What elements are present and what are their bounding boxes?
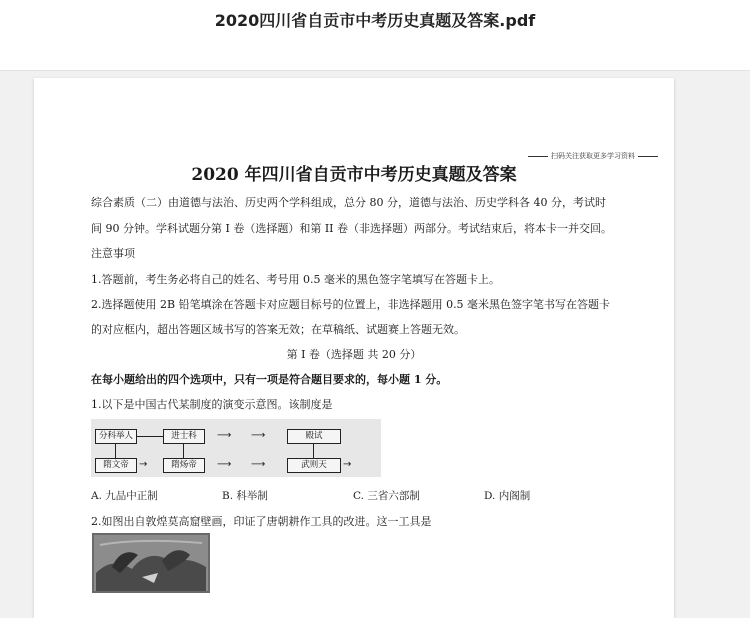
diagram-connector bbox=[137, 436, 163, 437]
question-1: 1.以下是中国古代某制度的演变示意图。该制度是 bbox=[91, 398, 333, 411]
section-title: 第 I 卷（选择题 共 20 分） bbox=[286, 348, 422, 361]
arrow-right-icon: → bbox=[139, 459, 148, 470]
option-c: C. 三省六部制 bbox=[353, 490, 420, 502]
question-2: 2.如图出自敦煌莫高窟壁画，印证了唐朝耕作工具的改进。这一工具是 bbox=[91, 515, 432, 528]
pdf-page bbox=[34, 78, 674, 618]
diagram-box-suiyangdi: 隋炀帝 bbox=[163, 458, 205, 473]
option-d: D. 内阁制 bbox=[484, 490, 531, 502]
arrow-right-icon: ⟶ bbox=[251, 459, 266, 470]
mural-photo bbox=[92, 533, 210, 593]
tagline-dash-left bbox=[528, 156, 548, 157]
tagline-dash-right bbox=[638, 156, 658, 157]
note-1: 1.答题前，考生务必将自己的姓名、考号用 0.5 毫米的黑色签字笔填写在答题卡上。 bbox=[91, 273, 500, 286]
option-a: A. 九品中正制 bbox=[91, 490, 158, 502]
diagram-box-suiwendi: 隋文帝 bbox=[95, 458, 137, 473]
arrow-right-icon: → bbox=[343, 459, 352, 470]
diagram-box-fenke: 分科举人 bbox=[95, 429, 137, 444]
arrow-right-icon: ⟶ bbox=[217, 430, 232, 441]
diagram-connector bbox=[313, 444, 314, 458]
option-b: B. 科举制 bbox=[222, 490, 268, 502]
instruction: 在每小题给出的四个选项中，只有一项是符合题目要求的，每小题 1 分。 bbox=[91, 373, 448, 386]
tagline-text: 扫码关注获取更多学习资料 bbox=[551, 152, 635, 160]
intro-line-1: 综合素质（二）由道德与法治、历史两个学科组成，总分 80 分，道德与法治、历史学科各 40 分，考试时 bbox=[91, 196, 606, 209]
mural-image bbox=[92, 533, 210, 593]
diagram-box-wuzetian: 武则天 bbox=[287, 458, 341, 473]
diagram-box-dianshi: 殿试 bbox=[287, 429, 341, 444]
diagram-box-jinshi: 进士科 bbox=[163, 429, 205, 444]
note-2-line-2: 的对应框内，超出答题区域书写的答案无效；在草稿纸、试题赛上答题无效。 bbox=[91, 323, 465, 336]
document-filename: 2020四川省自贡市中考历史真题及答案.pdf bbox=[214, 11, 536, 30]
arrow-right-icon: ⟶ bbox=[217, 459, 232, 470]
note-2-line-1: 2.选择题使用 2B 铅笔填涂在答题卡对应题目标号的位置上，非选择题用 0.5 毫米黑色签字笔书写在答题卡 bbox=[91, 298, 611, 311]
arrow-right-icon: ⟶ bbox=[251, 430, 266, 441]
diagram-connector bbox=[183, 444, 184, 458]
notes-heading: 注意事项 bbox=[91, 247, 135, 260]
intro-line-2: 间 90 分钟。学科试题分第 I 卷（选择题）和第 II 卷（非选择题）两部分。考试结束后，将本卡一并交回。 bbox=[91, 222, 613, 235]
viewer-toolbar bbox=[0, 0, 750, 71]
exam-title: 2020 年四川省自贡市中考历史真题及答案 bbox=[191, 165, 517, 185]
diagram-connector bbox=[115, 444, 116, 458]
question-1-diagram bbox=[91, 419, 381, 477]
